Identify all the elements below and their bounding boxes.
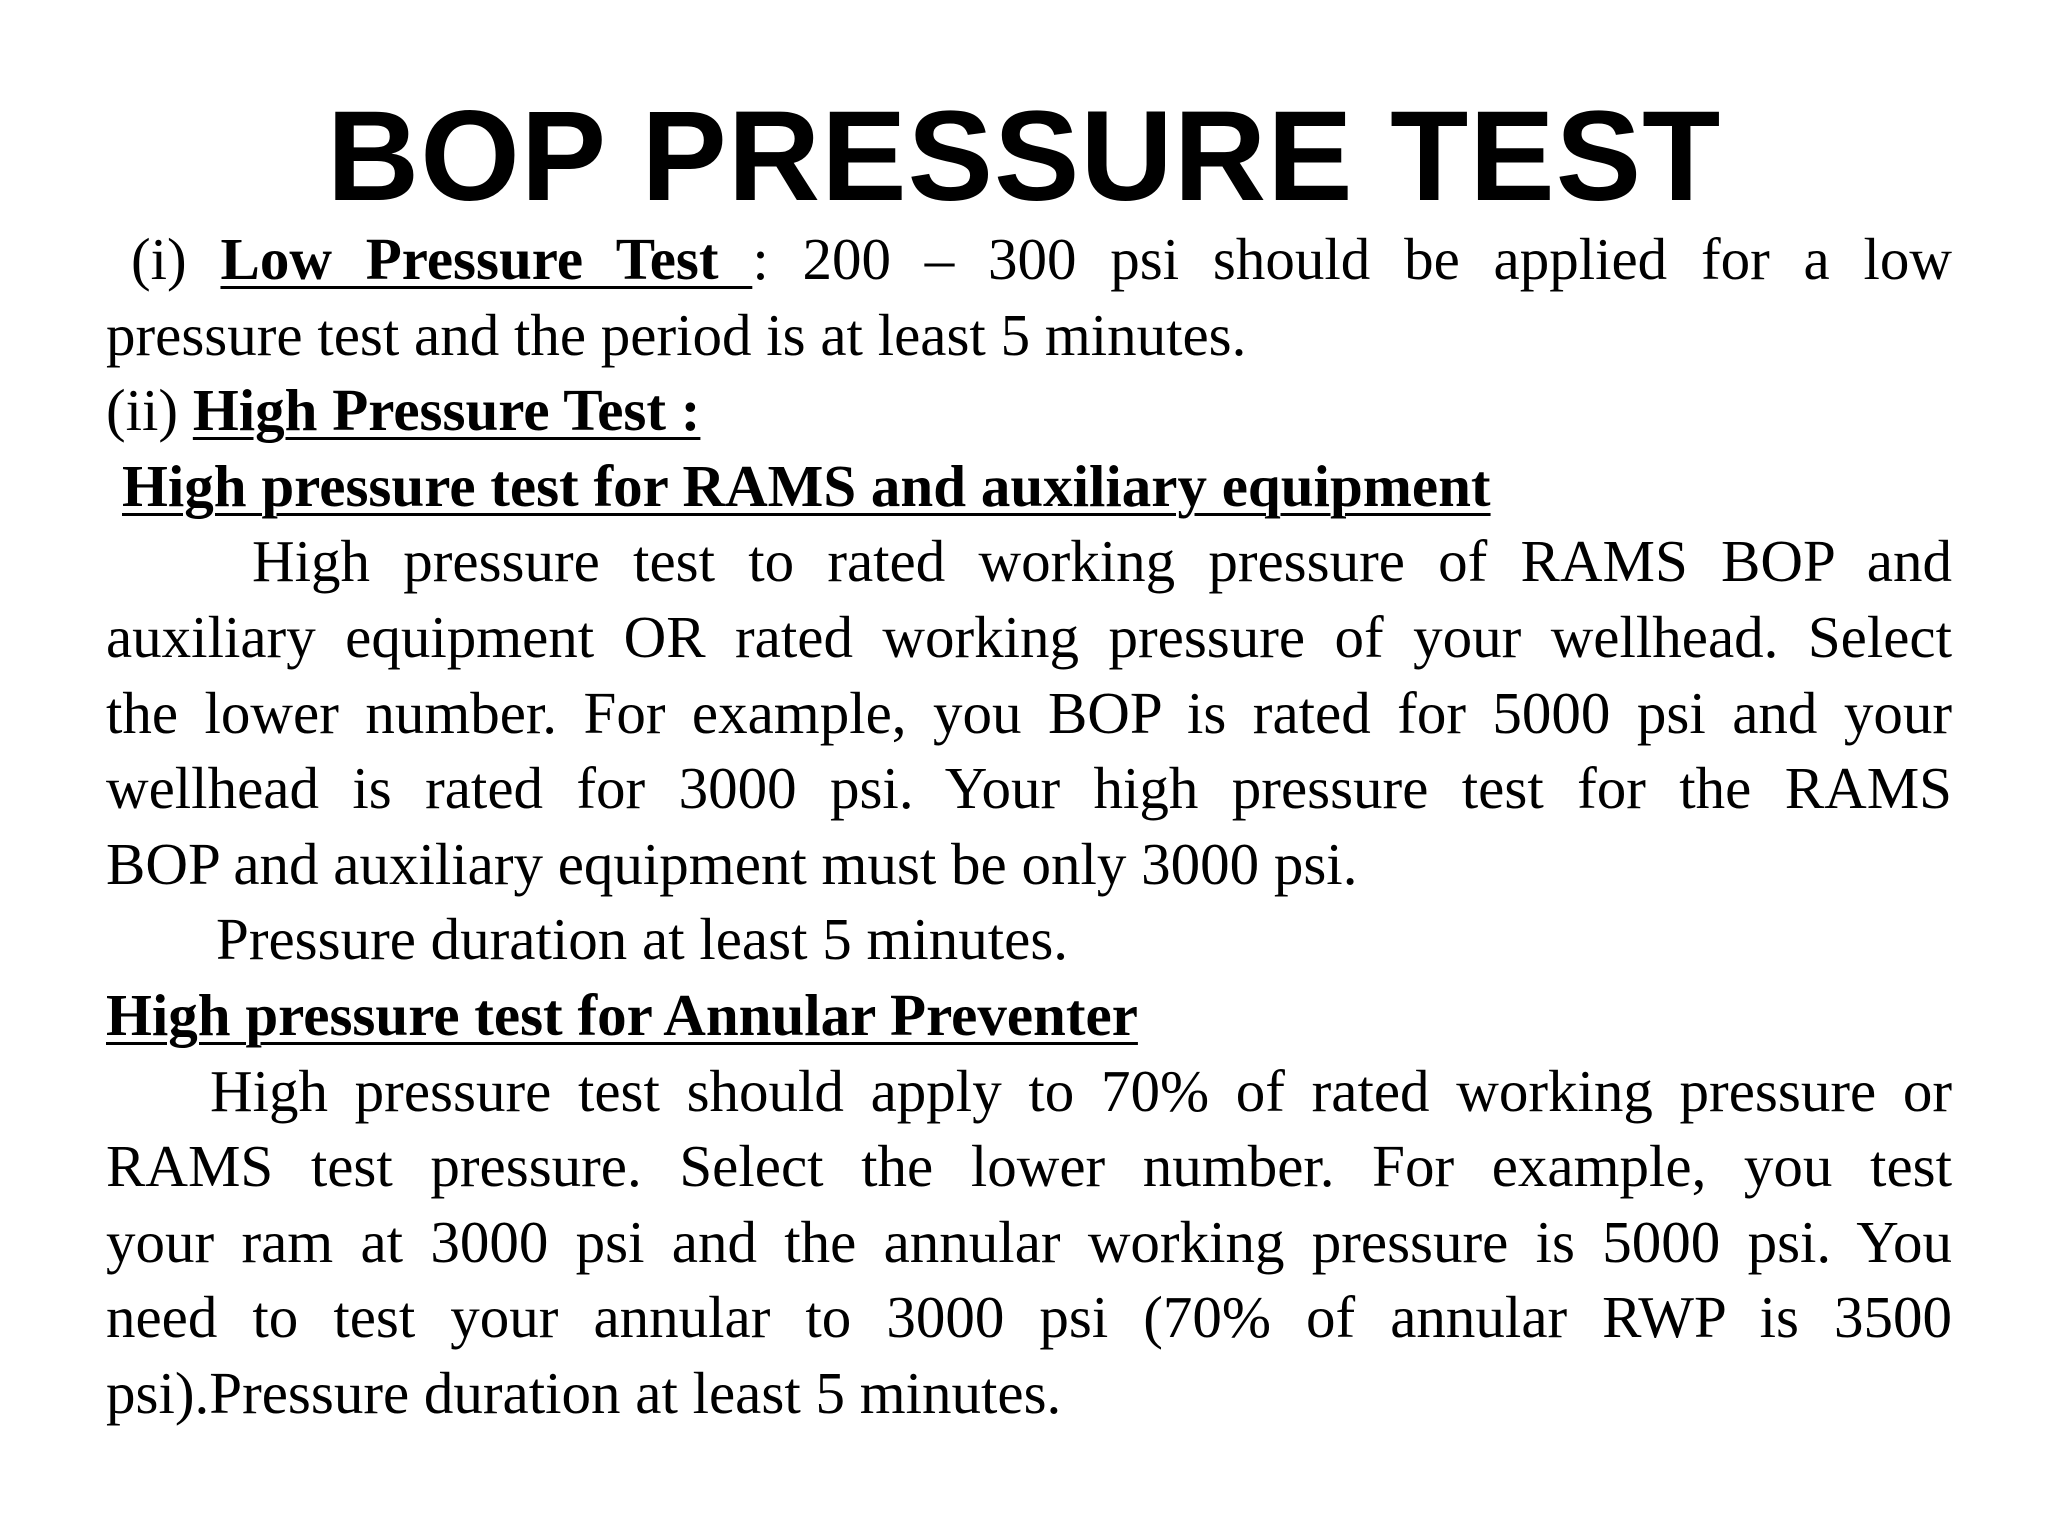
rams-paragraph-line-2: auxiliary equipment OR rated working pressure of your wellhead. Select [106, 603, 1952, 670]
low-pressure-text: : 200 – 300 psi should be applied for a low [752, 226, 1952, 292]
rams-paragraph-line-4: wellhead is rated for 3000 psi. Your high pressure test for the RAMS [106, 755, 1952, 822]
low-pressure-prefix: (i) [131, 226, 221, 292]
annular-paragraph-line-3: your ram at 3000 psi and the annular working pressure is 5000 psi. You [106, 1208, 1952, 1275]
annular-paragraph-line-5: psi).Pressure duration at least 5 minutes. [106, 1359, 1062, 1426]
annular-paragraph-line-2: RAMS test pressure. Select the lower number. For example, you test [106, 1133, 1952, 1200]
annular-paragraph-line-1: High pressure test should apply to 70% of rated working pressure or [210, 1057, 1952, 1124]
annular-heading: High pressure test for Annular Preventer [106, 981, 1138, 1048]
rams-paragraph-line-5: BOP and auxiliary equipment must be only 3000 psi. [106, 830, 1358, 897]
rams-heading: High pressure test for RAMS and auxiliary equipment [122, 452, 1491, 519]
high-pressure-line [106, 373, 1952, 449]
low-pressure-line-1 [106, 222, 1952, 298]
slide-body [106, 222, 1952, 1432]
page-title: BOP PRESSURE TEST [326, 85, 1722, 228]
rams-duration: Pressure duration at least 5 minutes. [216, 906, 1069, 973]
rams-paragraph-line-3: the lower number. For example, you BOP is rated for 5000 psi and your [106, 679, 1952, 746]
low-pressure-label: Low Pressure Test [220, 226, 753, 292]
high-pressure-prefix: (ii) [106, 377, 193, 444]
annular-paragraph-line-4: need to test your annular to 3000 psi (70% of annular RWP is 3500 [106, 1284, 1952, 1351]
low-pressure-line-2: pressure test and the period is at least 5 minutes. [106, 301, 1247, 368]
rams-paragraph-line-1: High pressure test to rated working pressure of RAMS BOP and [252, 528, 1952, 595]
rams-heading-line [106, 449, 1952, 525]
high-pressure-label: High Pressure Test : [192, 377, 701, 444]
annular-heading-line [106, 978, 1952, 1054]
